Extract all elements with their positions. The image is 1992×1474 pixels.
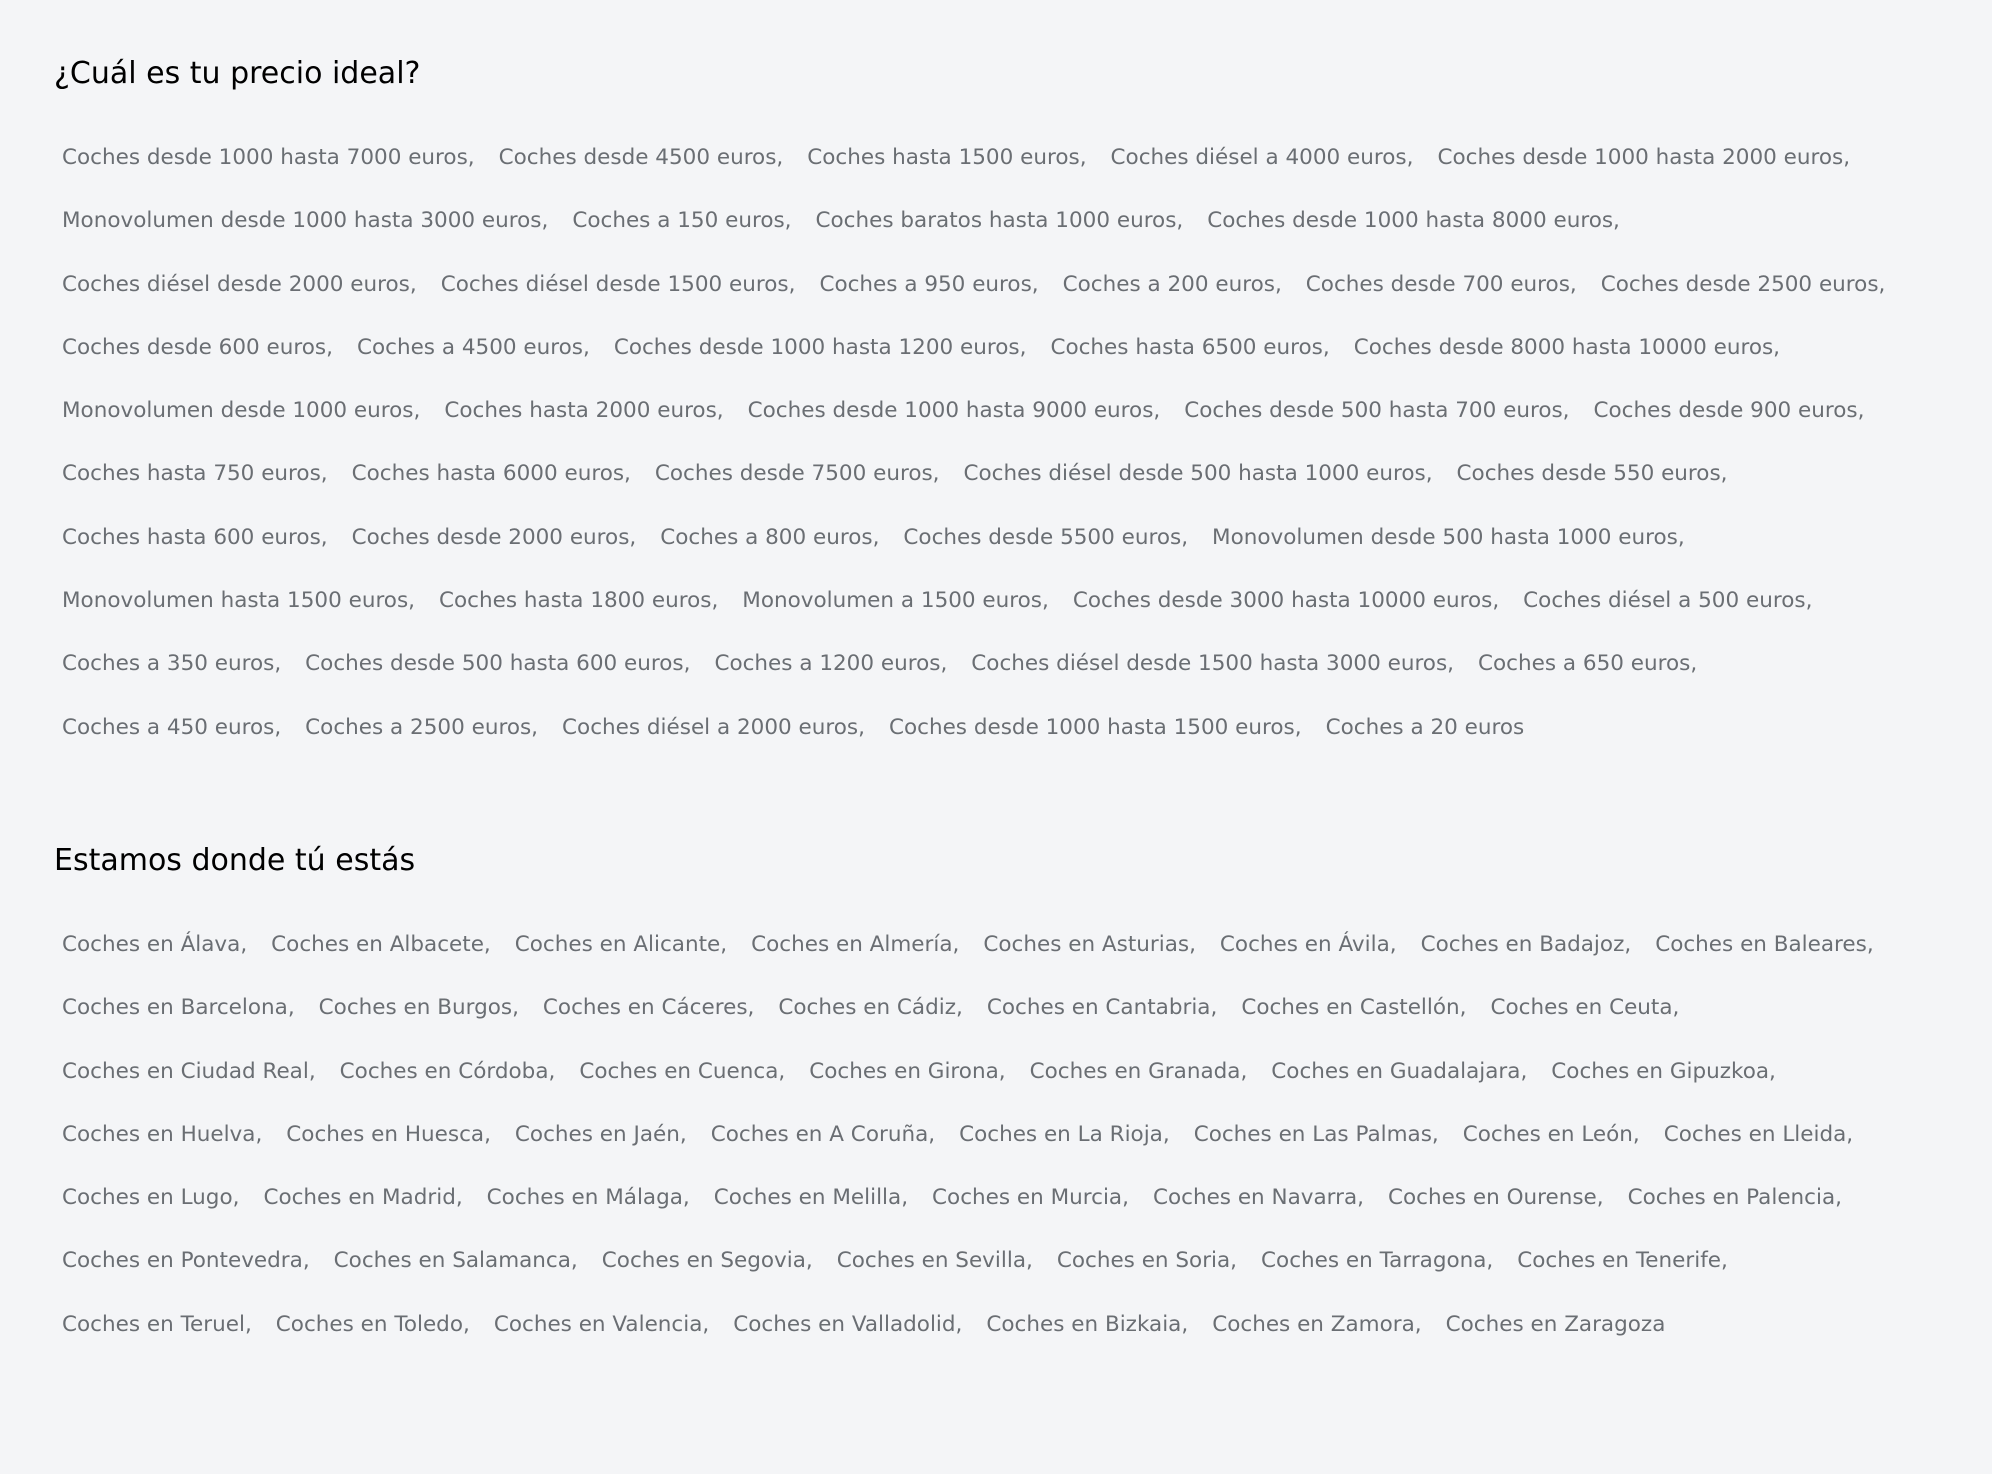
link-item[interactable]: Coches en Palencia, (1627, 1185, 1842, 1211)
location-section (54, 839, 1992, 1356)
link-item[interactable]: Coches diésel desde 1500 euros, (440, 271, 796, 297)
link-item[interactable]: Coches desde 1000 hasta 1500 euros, (888, 714, 1302, 740)
link-item[interactable]: Coches desde 4500 euros, (498, 145, 784, 170)
link-item[interactable]: Coches en Asturias, (983, 931, 1196, 957)
link-item[interactable]: Coches en Valencia, (493, 1311, 710, 1337)
link-item[interactable]: Coches en Teruel, (62, 1311, 252, 1337)
link-item[interactable]: Coches hasta 6500 euros, (1050, 334, 1330, 360)
link-item[interactable]: Coches en Huelva, (62, 1121, 263, 1147)
link-item[interactable]: Coches en Cádiz, (778, 995, 963, 1021)
link-item[interactable]: Coches en Bizkaia, (986, 1311, 1189, 1337)
link-item[interactable]: Coches en Burgos, (318, 995, 519, 1021)
link-item[interactable]: Coches en Ávila, (1219, 931, 1397, 957)
link-item[interactable]: Coches desde 5500 euros, (903, 524, 1189, 550)
link-item[interactable]: Coches en Navarra, (1152, 1185, 1364, 1211)
link-item[interactable]: Coches desde 550 euros, (1456, 461, 1728, 487)
link-item[interactable]: Coches en Soria, (1056, 1248, 1238, 1274)
link-item[interactable]: Coches en Zaragoza (1445, 1311, 1666, 1337)
link-item[interactable]: Monovolumen desde 1000 hasta 3000 euros, (62, 208, 549, 234)
link-item[interactable]: Coches en Ciudad Real, (62, 1058, 316, 1084)
location-links (54, 913, 1962, 1356)
link-item[interactable]: Coches en Zamora, (1212, 1311, 1422, 1337)
link-item[interactable]: Coches diésel desde 1500 hasta 3000 euros, (971, 651, 1454, 677)
link-item[interactable]: Coches en Tarragona, (1261, 1248, 1494, 1274)
link-item[interactable]: Coches en Baleares, (1655, 931, 1874, 957)
link-item[interactable]: Monovolumen hasta 1500 euros, (62, 588, 415, 614)
link-item[interactable]: Coches en Almería, (751, 931, 960, 957)
link-item[interactable]: Coches a 2500 euros, (305, 714, 539, 740)
price-section (54, 52, 1992, 759)
link-item[interactable]: Coches en Melilla, (713, 1185, 909, 1211)
link-item[interactable]: Coches en Murcia, (932, 1185, 1129, 1211)
location-section-title: Estamos donde tú estás (54, 842, 416, 878)
link-item[interactable]: Coches a 20 euros (1325, 714, 1525, 740)
link-item[interactable]: Coches en Lugo, (62, 1185, 240, 1211)
link-item[interactable]: Coches en Salamanca, (333, 1248, 578, 1274)
link-item[interactable]: Coches diésel desde 500 hasta 1000 euros, (963, 461, 1433, 487)
link-item[interactable]: Coches en La Rioja, (959, 1121, 1170, 1147)
link-item[interactable]: Coches hasta 1500 euros, (807, 145, 1087, 170)
link-item[interactable]: Coches en Barcelona, (62, 995, 295, 1021)
link-item[interactable]: Coches desde 2000 euros, (351, 524, 637, 550)
link-item[interactable]: Coches en Granada, (1029, 1058, 1248, 1084)
link-item[interactable]: Coches en Guadalajara, (1271, 1058, 1528, 1084)
link-item[interactable]: Coches desde 8000 hasta 10000 euros, (1353, 334, 1781, 360)
link-item[interactable]: Coches a 650 euros, (1478, 651, 1698, 677)
link-item[interactable]: Coches en Tenerife, (1517, 1248, 1728, 1274)
link-item[interactable]: Coches hasta 1800 euros, (439, 588, 719, 614)
link-item[interactable]: Coches baratos hasta 1000 euros, (815, 208, 1184, 234)
price-links (54, 126, 1962, 759)
link-item[interactable]: Coches diésel a 500 euros, (1523, 588, 1813, 614)
link-item[interactable]: Monovolumen desde 1000 euros, (62, 398, 421, 424)
link-item[interactable]: Coches en Jaén, (514, 1121, 687, 1147)
link-item[interactable]: Coches desde 700 euros, (1305, 271, 1577, 297)
link-item[interactable]: Coches hasta 6000 euros, (351, 461, 631, 487)
link-item[interactable]: Coches diésel a 2000 euros, (562, 714, 865, 740)
link-item[interactable]: Coches a 150 euros, (572, 208, 792, 234)
price-section-title: ¿Cuál es tu precio ideal? (54, 56, 421, 91)
link-item[interactable]: Coches desde 600 euros, (62, 334, 333, 360)
link-item[interactable]: Coches en Lleida, (1663, 1121, 1854, 1147)
link-item[interactable]: Coches desde 1000 hasta 9000 euros, (747, 398, 1161, 424)
link-item[interactable]: Coches en Pontevedra, (62, 1248, 310, 1274)
link-item[interactable]: Coches desde 7500 euros, (654, 461, 940, 487)
link-item[interactable]: Coches en Álava, (62, 931, 248, 957)
link-item[interactable]: Coches desde 900 euros, (1593, 398, 1865, 424)
link-item[interactable]: Coches desde 500 hasta 600 euros, (305, 651, 691, 677)
link-item[interactable]: Coches en Cantabria, (986, 995, 1218, 1021)
link-item[interactable]: Coches en Badajoz, (1420, 931, 1632, 957)
link-item[interactable]: Coches desde 1000 hasta 2000 euros, (1437, 145, 1851, 170)
link-item[interactable]: Coches en Toledo, (275, 1311, 470, 1337)
link-item[interactable]: Coches a 200 euros, (1062, 271, 1282, 297)
link-item[interactable]: Coches en Cuenca, (579, 1058, 786, 1084)
link-item[interactable]: Coches en Girona, (809, 1058, 1006, 1084)
link-item[interactable]: Monovolumen desde 500 hasta 1000 euros, (1212, 524, 1685, 550)
link-item[interactable]: Coches diésel desde 2000 euros, (62, 271, 417, 297)
link-item[interactable]: Coches en Huesca, (286, 1121, 491, 1147)
link-item[interactable]: Coches a 450 euros, (62, 714, 282, 740)
link-item[interactable]: Coches en Ourense, (1388, 1185, 1604, 1211)
link-item[interactable]: Coches hasta 600 euros, (62, 524, 328, 550)
link-item[interactable]: Coches desde 1000 hasta 8000 euros, (1207, 208, 1620, 234)
link-item[interactable]: Coches en Valladolid, (733, 1311, 963, 1337)
link-item[interactable]: Coches en Gipuzkoa, (1551, 1058, 1776, 1084)
link-item[interactable]: Coches en Málaga, (486, 1185, 690, 1211)
link-item[interactable]: Coches desde 500 hasta 700 euros, (1184, 398, 1570, 424)
link-item[interactable]: Coches en Córdoba, (339, 1058, 556, 1084)
link-item[interactable]: Coches a 350 euros, (62, 651, 282, 677)
link-item[interactable]: Coches a 800 euros, (660, 524, 880, 550)
link-item[interactable]: Coches hasta 750 euros, (62, 461, 328, 487)
link-item[interactable]: Coches diésel a 4000 euros, (1110, 145, 1414, 170)
link-item[interactable]: Monovolumen a 1500 euros, (742, 588, 1049, 614)
link-item[interactable]: Coches en Sevilla, (836, 1248, 1033, 1274)
link-item[interactable]: Coches en Las Palmas, (1193, 1121, 1439, 1147)
link-item[interactable]: Coches desde 1000 hasta 7000 euros, (62, 145, 475, 170)
link-item[interactable]: Coches en Segovia, (601, 1248, 813, 1274)
link-item[interactable]: Coches en León, (1462, 1121, 1640, 1147)
link-item[interactable]: Coches en A Coruña, (710, 1121, 936, 1147)
link-item[interactable]: Coches en Alicante, (514, 931, 728, 957)
link-item[interactable]: Coches en Albacete, (271, 931, 491, 957)
link-item[interactable]: Coches desde 2500 euros, (1600, 271, 1886, 297)
link-item[interactable]: Coches a 950 euros, (819, 271, 1039, 297)
link-item[interactable]: Coches en Madrid, (263, 1185, 463, 1211)
link-item[interactable]: Coches en Cáceres, (542, 995, 755, 1021)
link-item[interactable]: Coches hasta 2000 euros, (444, 398, 724, 424)
link-item[interactable]: Coches a 1200 euros, (714, 651, 948, 677)
link-item[interactable]: Coches en Ceuta, (1490, 995, 1680, 1021)
link-item[interactable]: Coches en Castellón, (1241, 995, 1467, 1021)
link-item[interactable]: Coches a 4500 euros, (356, 334, 590, 360)
link-item[interactable]: Coches desde 3000 hasta 10000 euros, (1072, 588, 1500, 614)
link-item[interactable]: Coches desde 1000 hasta 1200 euros, (613, 334, 1027, 360)
